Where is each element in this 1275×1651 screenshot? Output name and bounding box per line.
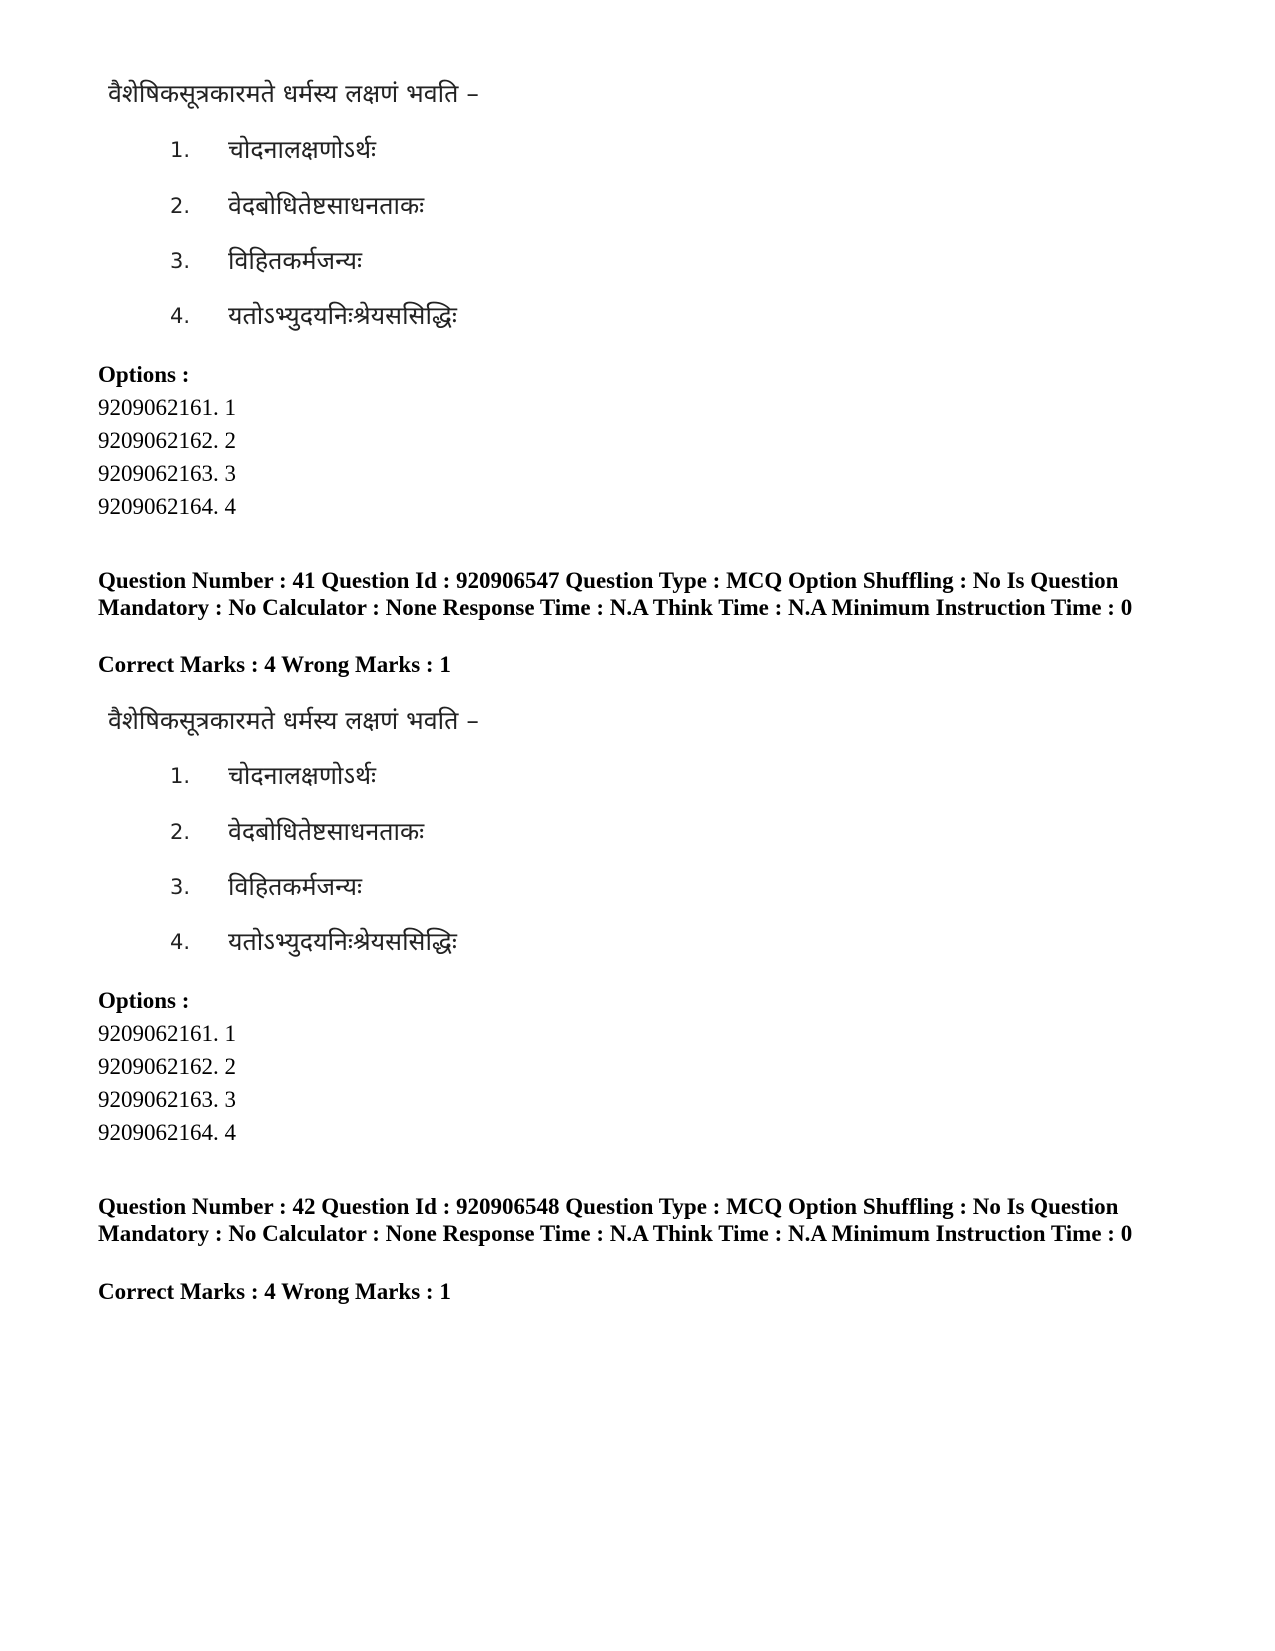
statement-text: विहितकर्मजन्यः bbox=[228, 872, 363, 901]
statement-number: 2. bbox=[170, 194, 191, 218]
option-choice: 9209062162. 2 bbox=[98, 1054, 236, 1079]
statement-text: वेदबोधितेष्टसाधनताकः bbox=[228, 817, 425, 846]
statement-number: 4. bbox=[170, 304, 191, 328]
option-choice: 9209062164. 4 bbox=[98, 1120, 236, 1145]
question-meta: Question Number : 42 Question Id : 920906548 Question Type : MCQ Option Shuffling : No Is Question Mandatory : No Calculator : None Response Time : N.A Think Time : N.A Minimum Instruction Time : 0 bbox=[98, 1194, 1133, 1246]
option-choice: 9209062161. 1 bbox=[98, 1021, 236, 1046]
statement-text: विहितकर्मजन्यः bbox=[228, 246, 363, 275]
statement-number: 2. bbox=[170, 820, 191, 844]
option-choice: 9209062163. 3 bbox=[98, 1087, 236, 1112]
options-heading: Options : bbox=[98, 988, 190, 1013]
statement-number: 1. bbox=[170, 764, 191, 788]
question-stem-image-text: वैशेषिकसूत्रकारमते धर्मस्य लक्षणं भवति – bbox=[108, 706, 479, 735]
question-stem-image-text: वैशेषिकसूत्रकारमते धर्मस्य लक्षणं भवति – bbox=[108, 79, 479, 108]
statement-number: 3. bbox=[170, 249, 191, 273]
statement-number: 3. bbox=[170, 875, 191, 899]
option-choice: 9209062161. 1 bbox=[98, 395, 236, 420]
option-choice: 9209062164. 4 bbox=[98, 494, 236, 519]
statement-text: चोदनालक्षणोऽर्थः bbox=[228, 761, 377, 790]
statement-text: यतोऽभ्युदयनिःश्रेयससिद्धिः bbox=[228, 927, 457, 956]
question-meta: Question Number : 41 Question Id : 920906547 Question Type : MCQ Option Shuffling : No Is Question Mandatory : No Calculator : None Response Time : N.A Think Time : N.A Minimum Instruction Time : 0 bbox=[98, 568, 1133, 620]
statement-text: चोदनालक्षणोऽर्थः bbox=[228, 135, 377, 164]
option-choice: 9209062163. 3 bbox=[98, 461, 236, 486]
option-choice: 9209062162. 2 bbox=[98, 428, 236, 453]
statement-number: 4. bbox=[170, 930, 191, 954]
marks-info: Correct Marks : 4 Wrong Marks : 1 bbox=[98, 1279, 451, 1304]
statement-text: यतोऽभ्युदयनिःश्रेयससिद्धिः bbox=[228, 301, 457, 330]
statement-text: वेदबोधितेष्टसाधनताकः bbox=[228, 191, 425, 220]
options-heading: Options : bbox=[98, 362, 190, 387]
statement-number: 1. bbox=[170, 138, 191, 162]
marks-info: Correct Marks : 4 Wrong Marks : 1 bbox=[98, 652, 451, 677]
